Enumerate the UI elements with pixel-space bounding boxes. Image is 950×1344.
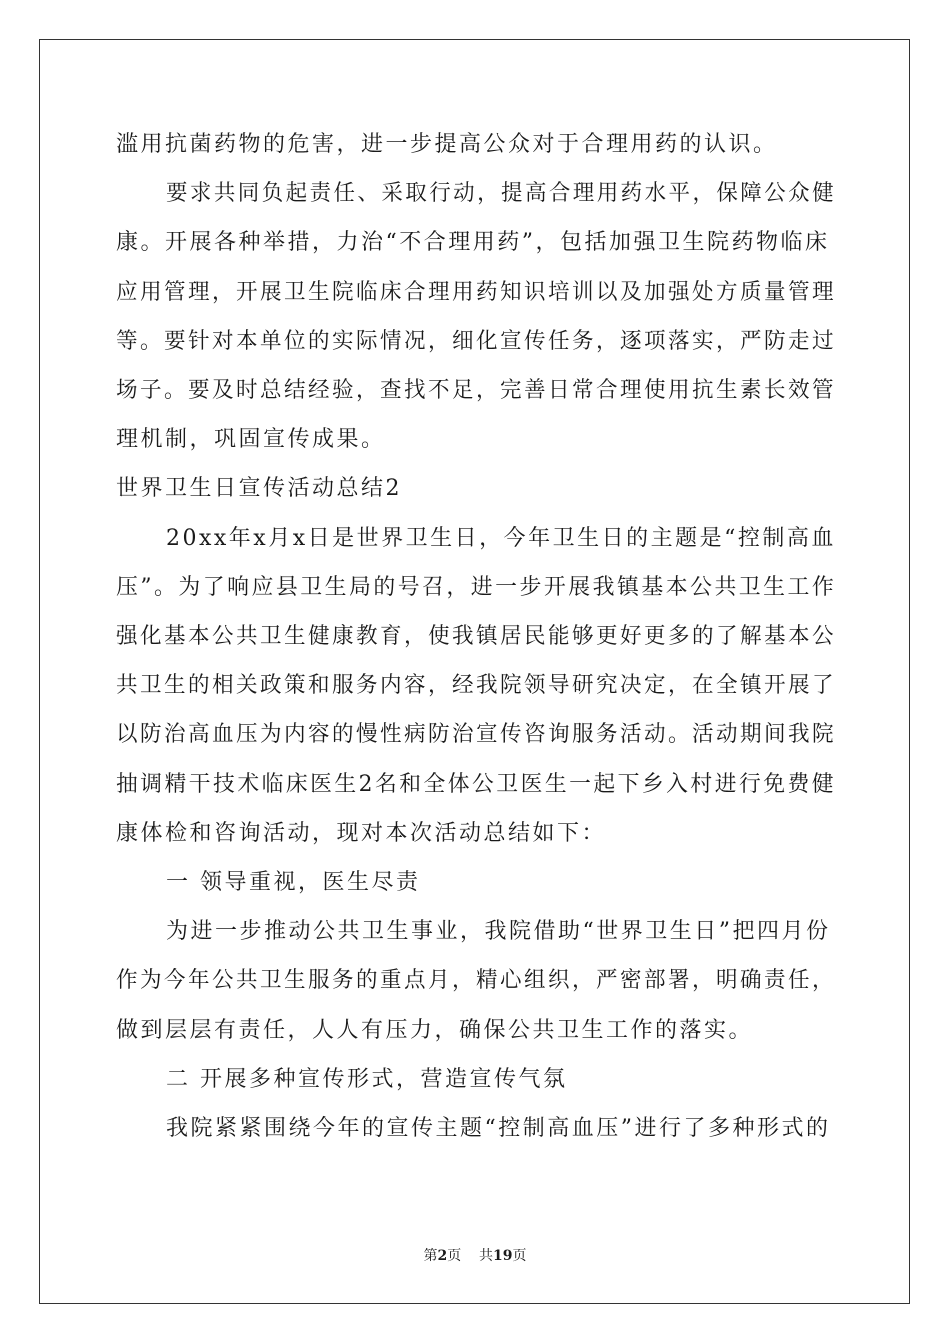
text-line: 康。开展各种举措，力治“不合理用药”，包括加强卫生院药物临床 (116, 230, 830, 256)
text-line: 20xx年x月x日是世界卫生日，今年卫生日的主题是“控制高血 (166, 525, 836, 551)
text-line: 我院紧紧围绕今年的宣传主题“控制高血压”进行了多种形式的 (166, 1116, 831, 1141)
text-line: 康体检和咨询活动，现对本次活动总结如下： (116, 820, 607, 846)
text-line: 做到层层有责任，人人有压力，确保公共卫生工作的落实。 (116, 1017, 754, 1043)
text-line: 应用管理，开展卫生院临床合理用药知识培训以及加强处方质量管理 (116, 279, 837, 305)
text-line: 要求共同负起责任、采取行动，提高合理用药水平，保障公众健 (166, 181, 837, 207)
text-line: 理机制，巩固宣传成果。 (116, 427, 386, 453)
page-footer (0, 1246, 950, 1266)
text-line: 作为今年公共卫生服务的重点月，精心组织，严密部署，明确责任， (116, 968, 837, 994)
footer-total-pages: 19 (493, 1248, 513, 1264)
text-line: 共卫生的相关政策和服务内容，经我院领导研究决定，在全镇开展了 (116, 673, 837, 699)
text-line: 为进一步推动公共卫生事业，我院借助“世界卫生日”把四月份 (166, 919, 831, 945)
text-line: 抽调精干技术临床医生2名和全体公卫医生一起下乡入村进行免费健 (116, 771, 837, 797)
footer-prefix: 第 (423, 1248, 438, 1264)
text-line: 等。要针对本单位的实际情况，细化宣传任务，逐项落实，严防走过 (116, 328, 837, 354)
text-line: 场子。要及时总结经验，查找不足，完善日常合理使用抗生素长效管 (116, 378, 837, 403)
text-line: 一 领导重视，医生尽责 (166, 870, 421, 895)
text-line: 以防治高血压为内容的慢性病防治宣传咨询服务活动。活动期间我院 (116, 722, 837, 748)
text-line: 滥用抗菌药物的危害，进一步提高公众对于合理用药的认识。 (116, 132, 778, 157)
footer-suffix: 页 (512, 1248, 527, 1264)
text-line: 强化基本公共卫生健康教育，使我镇居民能够更好更多的了解基本公 (116, 624, 837, 649)
footer-current-page: 2 (437, 1248, 448, 1264)
text-line: 压”。为了响应县卫生局的号召，进一步开展我镇基本公共卫生工作 (116, 574, 837, 600)
footer-mid: 页 共 (447, 1248, 494, 1264)
text-line: 世界卫生日宣传活动总结2 (116, 476, 402, 502)
text-line: 二 开展多种宣传形式，营造宣传气氛 (166, 1066, 568, 1092)
